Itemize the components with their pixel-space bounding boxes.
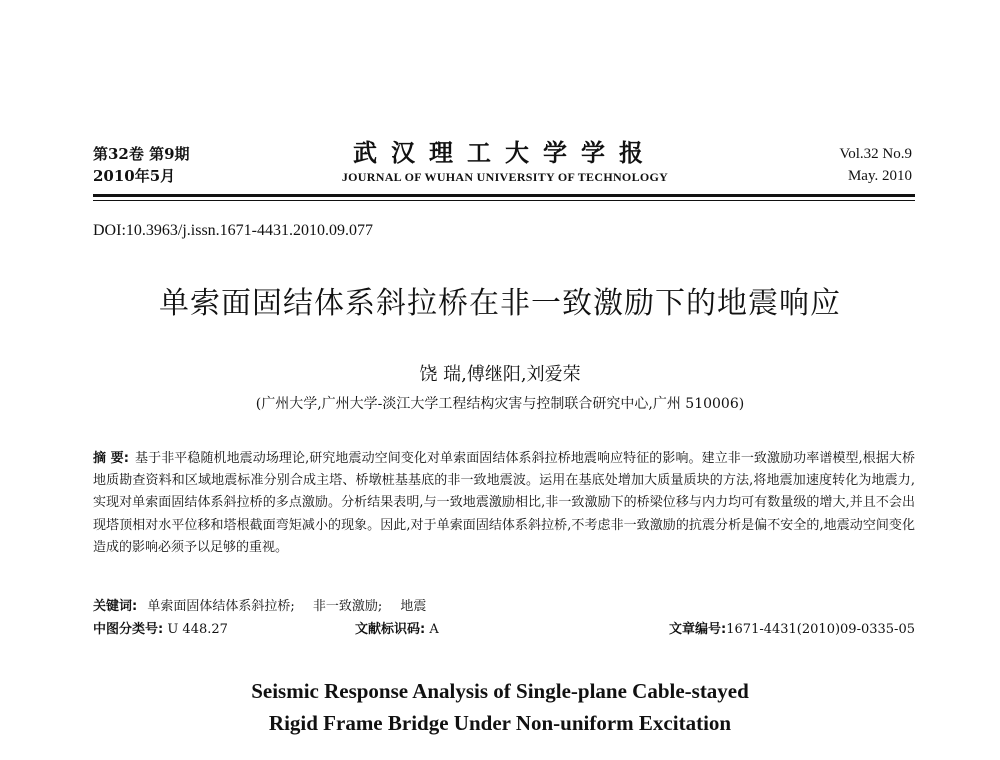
date-en: May. 2010: [847, 168, 912, 184]
header-left: [93, 143, 190, 187]
keywords: [93, 596, 440, 618]
affiliation: (广州大学,广州大学-淡江大学工程结构灾害与控制联合研究中心,广州 510006): [255, 396, 745, 412]
clc-label: 中图分类号:: [93, 622, 164, 637]
abstract-text: 基于非平稳随机地震动场理论,研究地震动空间变化对单索面固结体系斜拉桥地震响应特征的影响。建立非一致激励功率谱模型,根据大桥地质勘查资料和区域地震标准分别合成主塔、桥墩桩基基底的非一致地震波。运用在基底处增加大质量质块的方法,将地震加速度转化为地震力,实现对单索面固结体系斜拉桥的多点激励。分析结果表明,与一致地震激励相比,非一致激励下的桥梁位移与内力均可有数量级的增大,并且不会出现塔顶相对水平位移和塔根截面弯矩减小的现象。因此,对于单索面固结体系斜拉桥,不考虑非一致激励的抗震分析是偏不安全的,地震动空间变化造成的影响必须予以足够的重视。: [93, 451, 915, 555]
journal-title-cn: 武汉理工大学学报: [353, 138, 657, 167]
article-number: [669, 619, 915, 641]
authors: 饶 瑞,傅继阳,刘爱荣: [419, 364, 581, 385]
journal-title-en: JOURNAL OF WUHAN UNIVERSITY OF TECHNOLOGY: [341, 170, 669, 184]
clc-value: U 448.27: [167, 622, 228, 637]
doc-code-value: A: [429, 622, 439, 637]
volume-issue-cn: 第32卷 第9期: [93, 145, 190, 163]
keyword-item: 单索面固体结体系斜拉桥;: [147, 599, 295, 614]
header-rule-thin: [93, 200, 915, 201]
header-rule-thick: [93, 194, 915, 197]
title-en-line1: Seismic Response Analysis of Single-plane Cable-stayed: [251, 679, 749, 703]
header-right: [839, 143, 912, 187]
article-no-value: 1671-4431(2010)09-0335-05: [726, 622, 915, 637]
document-code: [355, 619, 439, 641]
abstract-label: 摘 要:: [93, 451, 129, 466]
doi: DOI:10.3963/j.issn.1671-4431.2010.09.077: [93, 222, 373, 239]
title-en-line2: Rigid Frame Bridge Under Non-uniform Excitation: [268, 711, 732, 735]
keyword-item: 地震: [400, 599, 427, 614]
keyword-item: 非一致激励;: [312, 599, 383, 614]
volume-issue-en: Vol.32 No.9: [839, 146, 912, 162]
article-no-label: 文章编号:: [669, 622, 727, 637]
doc-code-label: 文献标识码:: [355, 622, 426, 637]
paper-title-en: [0, 675, 1000, 739]
date-cn: 2010年5月: [93, 167, 176, 185]
paper-title-cn: 单索面固结体系斜拉桥在非一致激励下的地震响应: [159, 286, 841, 321]
clc-number: [93, 619, 228, 641]
header-center: [290, 138, 720, 186]
keywords-label: 关键词:: [93, 599, 138, 614]
abstract: [93, 448, 915, 559]
